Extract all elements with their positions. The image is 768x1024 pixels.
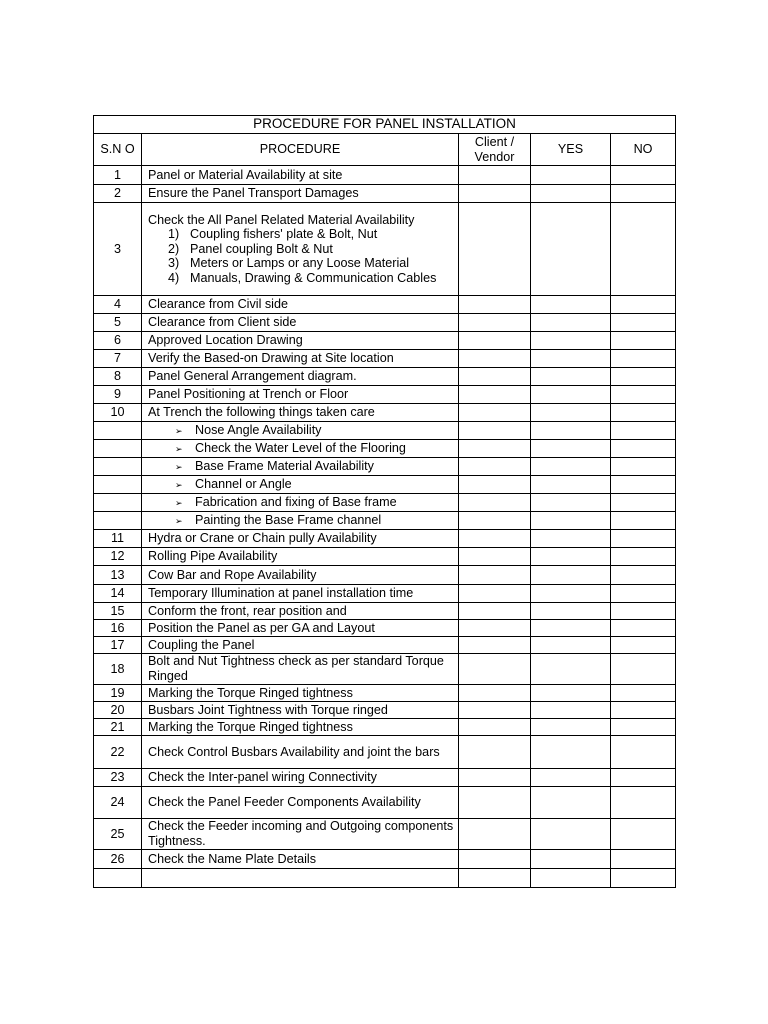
table-row bbox=[94, 458, 676, 476]
yes-cell[interactable] bbox=[531, 548, 611, 566]
row-number: 16 bbox=[94, 620, 142, 637]
yes-cell[interactable] bbox=[531, 654, 611, 685]
procedure-cell bbox=[142, 769, 459, 787]
yes-cell[interactable] bbox=[531, 637, 611, 654]
row-number: 17 bbox=[94, 637, 142, 654]
table-row bbox=[94, 769, 676, 787]
client-vendor-cell[interactable] bbox=[459, 566, 531, 585]
procedure-text: Bolt and Nut Tightness check as per standard Torque Ringed bbox=[148, 654, 444, 683]
table-row bbox=[94, 332, 676, 350]
no-cell[interactable] bbox=[611, 654, 676, 685]
client-vendor-cell[interactable] bbox=[459, 585, 531, 603]
row-number bbox=[94, 422, 142, 440]
yes-cell[interactable] bbox=[531, 368, 611, 386]
row-number: 8 bbox=[94, 368, 142, 386]
row-number: 24 bbox=[94, 787, 142, 819]
no-cell[interactable] bbox=[611, 494, 676, 512]
client-vendor-cell[interactable] bbox=[459, 350, 531, 368]
row-number: 4 bbox=[94, 296, 142, 314]
title-row bbox=[94, 116, 676, 134]
client-vendor-cell[interactable] bbox=[459, 637, 531, 654]
sub-item-text: Manuals, Drawing & Communication Cables bbox=[190, 270, 437, 285]
procedure-text: Approved Location Drawing bbox=[148, 333, 303, 348]
row-number: 12 bbox=[94, 548, 142, 566]
procedure-cell bbox=[142, 332, 459, 350]
procedure-cell bbox=[142, 566, 459, 585]
procedure-text: Rolling Pipe Availability bbox=[148, 549, 278, 564]
client-vendor-cell[interactable] bbox=[459, 185, 531, 203]
procedure-cell bbox=[142, 494, 459, 512]
yes-cell[interactable] bbox=[531, 603, 611, 620]
yes-cell[interactable] bbox=[531, 422, 611, 440]
procedure-cell bbox=[142, 368, 459, 386]
sub-item-text: Panel coupling Bolt & Nut bbox=[190, 241, 333, 256]
table-row bbox=[94, 736, 676, 769]
header-yes: YES bbox=[531, 134, 611, 166]
table-row bbox=[94, 476, 676, 494]
procedure-cell bbox=[142, 719, 459, 736]
procedure-text: Marking the Torque Ringed tightness bbox=[148, 719, 353, 734]
yes-cell[interactable] bbox=[531, 476, 611, 494]
table-row bbox=[94, 166, 676, 185]
row-number: 21 bbox=[94, 719, 142, 736]
procedure-table bbox=[93, 115, 676, 888]
procedure-text: Clearance from Civil side bbox=[148, 297, 288, 312]
procedure-cell bbox=[142, 654, 459, 685]
no-cell[interactable] bbox=[611, 386, 676, 404]
procedure-cell bbox=[142, 787, 459, 819]
row-number: 22 bbox=[94, 736, 142, 769]
client-vendor-cell[interactable] bbox=[459, 203, 531, 296]
no-cell[interactable] bbox=[611, 314, 676, 332]
procedure-cell bbox=[142, 637, 459, 654]
procedure-text: Check the Name Plate Details bbox=[148, 851, 316, 866]
table-row bbox=[94, 185, 676, 203]
procedure-cell bbox=[142, 476, 459, 494]
sub-item bbox=[148, 242, 458, 257]
no-cell[interactable] bbox=[611, 736, 676, 769]
procedure-cell bbox=[142, 530, 459, 548]
table-row bbox=[94, 386, 676, 404]
client-vendor-cell[interactable] bbox=[459, 440, 531, 458]
row-number bbox=[94, 512, 142, 530]
yes-cell[interactable] bbox=[531, 458, 611, 476]
row-number: 10 bbox=[94, 404, 142, 422]
yes-cell[interactable] bbox=[531, 787, 611, 819]
yes-cell[interactable] bbox=[531, 166, 611, 185]
procedure-text: At Trench the following things taken care bbox=[148, 405, 375, 420]
yes-cell[interactable] bbox=[531, 203, 611, 296]
no-cell[interactable] bbox=[611, 819, 676, 850]
client-vendor-cell[interactable] bbox=[459, 869, 531, 888]
no-cell[interactable] bbox=[611, 476, 676, 494]
procedure-cell bbox=[142, 869, 459, 888]
header-procedure: PROCEDURE bbox=[142, 134, 459, 166]
procedure-text: Panel Positioning at Trench or Floor bbox=[148, 387, 349, 402]
sub-item-text: Coupling fishers' plate & Bolt, Nut bbox=[190, 227, 378, 242]
client-vendor-cell[interactable] bbox=[459, 548, 531, 566]
procedure-text: Busbars Joint Tightness with Torque ringed bbox=[148, 702, 388, 717]
client-vendor-cell[interactable] bbox=[459, 314, 531, 332]
procedure-cell bbox=[142, 736, 459, 769]
no-cell[interactable] bbox=[611, 440, 676, 458]
row-number: 15 bbox=[94, 603, 142, 620]
arrow-bullet-icon: ➢ bbox=[175, 425, 183, 436]
no-cell[interactable] bbox=[611, 166, 676, 185]
row-number bbox=[94, 476, 142, 494]
table-row bbox=[94, 296, 676, 314]
yes-cell[interactable] bbox=[531, 769, 611, 787]
client-vendor-cell[interactable] bbox=[459, 769, 531, 787]
arrow-bullet-icon: ➢ bbox=[175, 479, 183, 490]
no-cell[interactable] bbox=[611, 350, 676, 368]
procedure-cell bbox=[142, 850, 459, 869]
row-number: 1 bbox=[94, 166, 142, 185]
row-number: 13 bbox=[94, 566, 142, 585]
no-cell[interactable] bbox=[611, 422, 676, 440]
no-cell[interactable] bbox=[611, 530, 676, 548]
procedure-cell bbox=[142, 440, 459, 458]
table-row bbox=[94, 603, 676, 620]
table-row bbox=[94, 685, 676, 702]
row-number: 9 bbox=[94, 386, 142, 404]
procedure-cell bbox=[142, 314, 459, 332]
yes-cell[interactable] bbox=[531, 296, 611, 314]
client-vendor-cell[interactable] bbox=[459, 422, 531, 440]
row-number bbox=[94, 869, 142, 888]
procedure-cell bbox=[142, 296, 459, 314]
no-cell[interactable] bbox=[611, 620, 676, 637]
row-number: 11 bbox=[94, 530, 142, 548]
procedure-cell bbox=[142, 702, 459, 719]
yes-cell[interactable] bbox=[531, 350, 611, 368]
yes-cell[interactable] bbox=[531, 736, 611, 769]
arrow-bullet-icon: ➢ bbox=[175, 497, 183, 508]
procedure-cell bbox=[142, 422, 459, 440]
no-cell[interactable] bbox=[611, 585, 676, 603]
row-number bbox=[94, 440, 142, 458]
table-row bbox=[94, 585, 676, 603]
no-cell[interactable] bbox=[611, 296, 676, 314]
table-row bbox=[94, 422, 676, 440]
row-number: 6 bbox=[94, 332, 142, 350]
yes-cell[interactable] bbox=[531, 869, 611, 888]
table-row bbox=[94, 314, 676, 332]
table-row bbox=[94, 620, 676, 637]
procedure-cell bbox=[142, 166, 459, 185]
table-row bbox=[94, 512, 676, 530]
no-cell[interactable] bbox=[611, 458, 676, 476]
procedure-cell bbox=[142, 603, 459, 620]
table-row bbox=[94, 368, 676, 386]
table-row bbox=[94, 494, 676, 512]
procedure-text: Check the All Panel Related Material Availability bbox=[148, 212, 415, 227]
client-vendor-cell[interactable] bbox=[459, 476, 531, 494]
procedure-text: Fabrication and fixing of Base frame bbox=[195, 494, 397, 509]
client-vendor-cell[interactable] bbox=[459, 458, 531, 476]
yes-cell[interactable] bbox=[531, 440, 611, 458]
row-number: 2 bbox=[94, 185, 142, 203]
row-number: 7 bbox=[94, 350, 142, 368]
no-cell[interactable] bbox=[611, 368, 676, 386]
procedure-cell bbox=[142, 185, 459, 203]
client-vendor-cell[interactable] bbox=[459, 787, 531, 819]
procedure-text: Check the Inter-panel wiring Connectivity bbox=[148, 770, 377, 785]
no-cell[interactable] bbox=[611, 637, 676, 654]
no-cell[interactable] bbox=[611, 719, 676, 736]
procedure-text: Temporary Illumination at panel installation time bbox=[148, 586, 414, 601]
procedure-cell bbox=[142, 585, 459, 603]
arrow-bullet-icon: ➢ bbox=[175, 461, 183, 472]
procedure-text: Check the Water Level of the Flooring bbox=[195, 440, 406, 455]
yes-cell[interactable] bbox=[531, 719, 611, 736]
row-number bbox=[94, 494, 142, 512]
procedure-text: Verify the Based-on Drawing at Site location bbox=[148, 351, 394, 366]
table-title: PROCEDURE FOR PANEL INSTALLATION bbox=[94, 116, 676, 134]
procedure-text: Hydra or Crane or Chain pully Availability bbox=[148, 531, 377, 546]
sub-item-text: Meters or Lamps or any Loose Material bbox=[190, 256, 410, 271]
sub-item bbox=[148, 256, 458, 271]
yes-cell[interactable] bbox=[531, 850, 611, 869]
client-vendor-cell[interactable] bbox=[459, 404, 531, 422]
yes-cell[interactable] bbox=[531, 386, 611, 404]
procedure-text: Check the Panel Feeder Components Availability bbox=[148, 795, 421, 810]
row-number: 26 bbox=[94, 850, 142, 869]
procedure-text: Painting the Base Frame channel bbox=[195, 512, 382, 527]
procedure-text: Ensure the Panel Transport Damages bbox=[148, 186, 359, 201]
table-row bbox=[94, 637, 676, 654]
procedure-cell bbox=[142, 819, 459, 850]
table-row bbox=[94, 530, 676, 548]
table-row bbox=[94, 350, 676, 368]
row-number: 14 bbox=[94, 585, 142, 603]
client-vendor-cell[interactable] bbox=[459, 603, 531, 620]
yes-cell[interactable] bbox=[531, 620, 611, 637]
header-no: NO bbox=[611, 134, 676, 166]
header-client-vendor: Client / Vendor bbox=[459, 134, 531, 166]
table-row bbox=[94, 869, 676, 888]
no-cell[interactable] bbox=[611, 685, 676, 702]
procedure-cell bbox=[142, 685, 459, 702]
no-cell[interactable] bbox=[611, 566, 676, 585]
row-number: 3 bbox=[94, 203, 142, 296]
yes-cell[interactable] bbox=[531, 819, 611, 850]
table-row bbox=[94, 203, 676, 296]
client-vendor-cell[interactable] bbox=[459, 332, 531, 350]
procedure-cell bbox=[142, 512, 459, 530]
yes-cell[interactable] bbox=[531, 702, 611, 719]
client-vendor-cell[interactable] bbox=[459, 166, 531, 185]
yes-cell[interactable] bbox=[531, 585, 611, 603]
arrow-bullet-icon: ➢ bbox=[175, 515, 183, 526]
no-cell[interactable] bbox=[611, 869, 676, 888]
no-cell[interactable] bbox=[611, 404, 676, 422]
procedure-text: Check the Feeder incoming and Outgoing components Tightness. bbox=[148, 819, 454, 848]
client-vendor-cell[interactable] bbox=[459, 386, 531, 404]
procedure-text: Panel General Arrangement diagram. bbox=[148, 369, 357, 384]
table-row bbox=[94, 404, 676, 422]
no-cell[interactable] bbox=[611, 850, 676, 869]
procedure-cell bbox=[142, 350, 459, 368]
sub-item-number: 1) bbox=[168, 227, 180, 242]
procedure-cell bbox=[142, 386, 459, 404]
procedure-text: Check Control Busbars Availability and joint the bars bbox=[148, 744, 440, 759]
procedure-text: Base Frame Material Availability bbox=[195, 458, 374, 473]
row-number: 5 bbox=[94, 314, 142, 332]
client-vendor-cell[interactable] bbox=[459, 512, 531, 530]
no-cell[interactable] bbox=[611, 603, 676, 620]
table-row bbox=[94, 566, 676, 585]
table-row bbox=[94, 850, 676, 869]
client-vendor-cell[interactable] bbox=[459, 736, 531, 769]
yes-cell[interactable] bbox=[531, 404, 611, 422]
no-cell[interactable] bbox=[611, 702, 676, 719]
table-row bbox=[94, 440, 676, 458]
no-cell[interactable] bbox=[611, 548, 676, 566]
procedure-text: Clearance from Client side bbox=[148, 315, 297, 330]
yes-cell[interactable] bbox=[531, 685, 611, 702]
row-number: 23 bbox=[94, 769, 142, 787]
procedure-text: Position the Panel as per GA and Layout bbox=[148, 620, 375, 635]
no-cell[interactable] bbox=[611, 787, 676, 819]
no-cell[interactable] bbox=[611, 512, 676, 530]
sub-item-number: 3) bbox=[168, 256, 180, 271]
arrow-bullet-icon: ➢ bbox=[175, 443, 183, 454]
yes-cell[interactable] bbox=[531, 314, 611, 332]
procedure-text: Cow Bar and Rope Availability bbox=[148, 567, 317, 582]
row-number: 20 bbox=[94, 702, 142, 719]
row-number: 18 bbox=[94, 654, 142, 685]
procedure-text: Marking the Torque Ringed tightness bbox=[148, 685, 353, 700]
row-number: 19 bbox=[94, 685, 142, 702]
table-row bbox=[94, 719, 676, 736]
client-vendor-cell[interactable] bbox=[459, 719, 531, 736]
procedure-text: Panel or Material Availability at site bbox=[148, 167, 343, 182]
client-vendor-cell[interactable] bbox=[459, 368, 531, 386]
client-vendor-cell[interactable] bbox=[459, 296, 531, 314]
table-row bbox=[94, 787, 676, 819]
procedure-text: Coupling the Panel bbox=[148, 637, 255, 652]
header-sno: S.N O bbox=[94, 134, 142, 166]
client-vendor-cell[interactable] bbox=[459, 819, 531, 850]
yes-cell[interactable] bbox=[531, 566, 611, 585]
procedure-cell bbox=[142, 458, 459, 476]
procedure-cell bbox=[142, 404, 459, 422]
client-vendor-cell[interactable] bbox=[459, 685, 531, 702]
procedure-text: Nose Angle Availability bbox=[195, 422, 322, 437]
yes-cell[interactable] bbox=[531, 530, 611, 548]
client-vendor-cell[interactable] bbox=[459, 654, 531, 685]
no-cell[interactable] bbox=[611, 332, 676, 350]
yes-cell[interactable] bbox=[531, 185, 611, 203]
sub-item bbox=[148, 271, 458, 286]
procedure-text: Channel or Angle bbox=[195, 476, 292, 491]
procedure-cell bbox=[142, 620, 459, 637]
yes-cell[interactable] bbox=[531, 512, 611, 530]
procedure-cell bbox=[142, 203, 459, 296]
procedure-text: Conform the front, rear position and bbox=[148, 603, 347, 618]
sub-item bbox=[148, 227, 458, 242]
client-vendor-cell[interactable] bbox=[459, 702, 531, 719]
client-vendor-cell[interactable] bbox=[459, 494, 531, 512]
yes-cell[interactable] bbox=[531, 332, 611, 350]
row-number bbox=[94, 458, 142, 476]
table-row bbox=[94, 702, 676, 719]
table-row bbox=[94, 819, 676, 850]
no-cell[interactable] bbox=[611, 769, 676, 787]
table-row bbox=[94, 654, 676, 685]
client-vendor-cell[interactable] bbox=[459, 530, 531, 548]
table-row bbox=[94, 548, 676, 566]
sub-item-number: 2) bbox=[168, 241, 180, 256]
no-cell[interactable] bbox=[611, 203, 676, 296]
header-row bbox=[94, 134, 676, 166]
sub-item-number: 4) bbox=[168, 270, 180, 285]
yes-cell[interactable] bbox=[531, 494, 611, 512]
row-number: 25 bbox=[94, 819, 142, 850]
no-cell[interactable] bbox=[611, 185, 676, 203]
client-vendor-cell[interactable] bbox=[459, 850, 531, 869]
client-vendor-cell[interactable] bbox=[459, 620, 531, 637]
procedure-cell bbox=[142, 548, 459, 566]
